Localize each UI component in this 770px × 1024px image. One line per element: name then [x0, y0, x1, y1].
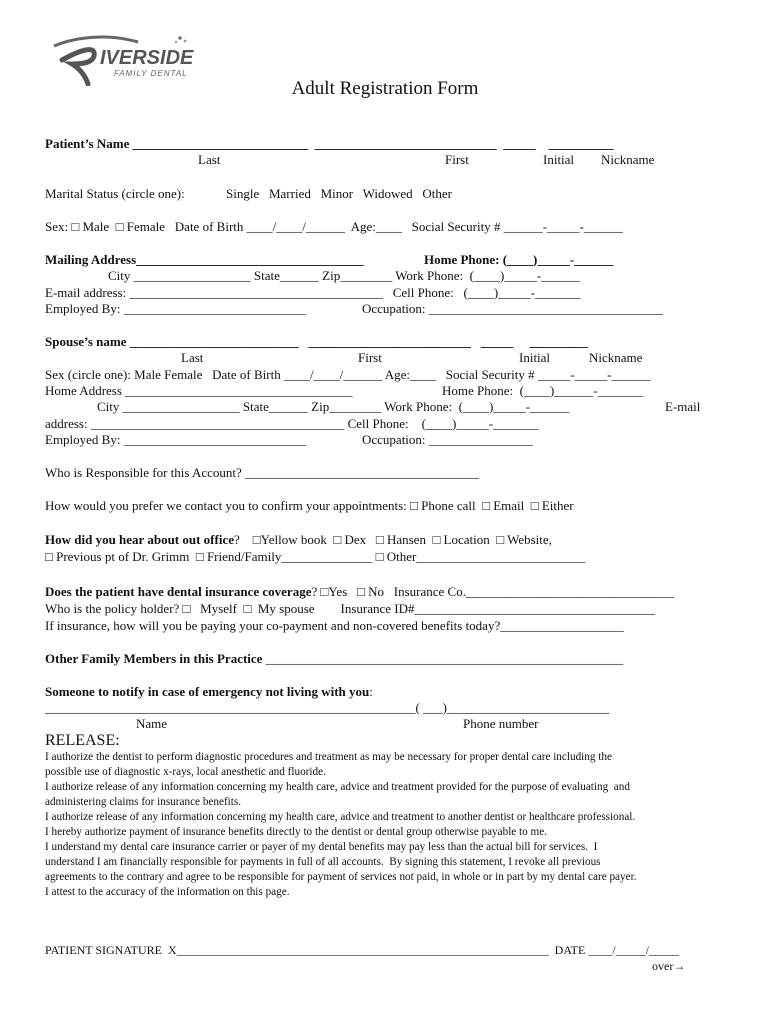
spouse-occupation-line[interactable]: Occupation: ________________: [362, 432, 533, 447]
city-state-zip-work-phone-line[interactable]: City __________________ State______ Zip________ Work Phone: (____)_____-______: [108, 268, 581, 283]
release-line: I understand my dental care insurance carrier or payer of my dental benefits may pay less than the actual bill for services. I: [45, 841, 598, 853]
mailing-address-line[interactable]: Mailing Address___________________________________: [45, 252, 364, 267]
marital-status-label: Marital Status (circle one):: [45, 186, 185, 201]
patient-last-label: Last: [198, 152, 221, 167]
release-line: I authorize the dentist to perform diagnostic procedures and treatment as may be necessary for proper dental care including the: [45, 751, 612, 763]
spouse-name-line[interactable]: Spouse’s name __________________________ _________________________ _____ _________: [45, 334, 589, 349]
patient-signature-date-line[interactable]: PATIENT SIGNATURE X______________________________________________________________ DATE ____/_____/_____: [45, 943, 680, 957]
referral-options[interactable]: ? □Yellow book □ Dex □ Hansen □ Location □ Website,: [234, 532, 552, 547]
emergency-contact-field[interactable]: _________________________________________________________( ___)_________________________: [45, 700, 610, 715]
emergency-name-label: Name: [136, 716, 168, 731]
release-heading: RELEASE:: [45, 732, 120, 749]
responsible-party-line[interactable]: Who is Responsible for this Account? ____________________________________: [45, 465, 480, 480]
contact-preference-line[interactable]: How would you prefer we contact you to confirm your appointments: □ Phone call □ Email □ Either: [45, 498, 574, 513]
family-members-field[interactable]: _______________________________________________________: [262, 651, 624, 666]
spouse-home-address-line[interactable]: Home Address ___________________________________: [45, 383, 353, 398]
family-members-line[interactable]: [45, 651, 623, 667]
emergency-contact-heading: Someone to notify in case of emergency not living with you:: [45, 684, 373, 699]
release-line: possible use of diagnostic x-rays, local anesthetic and fluoride.: [45, 766, 326, 778]
patient-name-line[interactable]: Patient’s Name ___________________________ ____________________________ _____ __________: [45, 136, 614, 151]
email-cell-phone-line[interactable]: E-mail address: _______________________________________ Cell Phone: (____)_____-_______: [45, 285, 581, 300]
form-title: Adult Registration Form: [291, 78, 479, 99]
insurance-coverage-line[interactable]: [45, 584, 674, 600]
policy-holder-line[interactable]: Who is the policy holder? □ Myself □ My spouse Insurance ID#_____________________________________: [45, 601, 656, 616]
referral-question: How did you hear about out office: [45, 532, 234, 547]
spouse-employed-by-line[interactable]: Employed By: ____________________________: [45, 432, 306, 447]
spouse-sex-dob-ssn-line[interactable]: Sex (circle one): Male Female Date of Birth ____/____/______ Age:____ Social Security # _____-_____-______: [45, 367, 651, 382]
insurance-options[interactable]: ? □Yes □ No Insurance Co.________________________________: [311, 584, 674, 599]
spouse-initial-label: Initial: [519, 350, 551, 365]
spouse-city-state-zip-line[interactable]: City __________________ State______ Zip________ Work Phone: (____)_____-______: [97, 399, 570, 414]
occupation-line[interactable]: Occupation: ____________________________________: [362, 301, 663, 316]
referral-options-more[interactable]: □ Previous pt of Dr. Grimm □ Friend/Family______________ □ Other__________________________: [45, 549, 586, 564]
release-line: I hereby authorize payment of insurance benefits directly to the dentist or dental group otherwise payable to me.: [45, 826, 548, 838]
marital-status-options[interactable]: Single Married Minor Widowed Other: [226, 186, 452, 201]
patient-sex-dob-ssn-line[interactable]: Sex: □ Male □ Female Date of Birth ____/____/______ Age:____ Social Security # ______-_____-______: [45, 219, 623, 234]
release-line: administering claims for insurance benefits.: [45, 796, 242, 808]
release-line: I attest to the accuracy of the information on this page.: [45, 886, 290, 898]
spouse-nickname-label: Nickname: [589, 350, 643, 365]
spouse-home-phone-line[interactable]: Home Phone: (____)______-_______: [442, 383, 644, 398]
spouse-email-cell-line[interactable]: address: _______________________________________ Cell Phone: (____)_____-_______: [45, 416, 539, 431]
over-indicator: over→: [652, 959, 686, 973]
insurance-question: Does the patient have dental insurance coverage: [45, 584, 312, 599]
patient-nickname-label: Nickname: [601, 152, 655, 167]
employed-by-line[interactable]: Employed By: ____________________________: [45, 301, 306, 316]
release-line: I authorize release of any information concerning my health care, advice and treatment to another dentist or healthcare professional.: [45, 811, 636, 823]
logo-sub-text: FAMILY DENTAL: [114, 69, 188, 78]
spouse-email-label: E-mail: [665, 399, 701, 414]
emergency-phone-label: Phone number: [463, 716, 539, 731]
release-line: agreements to the contrary and agree to be responsible for payment of services not paid, in whole or in part by my dental care payer.: [45, 871, 637, 883]
logo-brand-text: IVERSIDE: [100, 47, 194, 69]
spouse-last-label: Last: [181, 350, 204, 365]
home-phone-line[interactable]: Home Phone: (____)_____-______: [424, 252, 614, 267]
co-payment-line[interactable]: If insurance, how will you be paying your co-payment and non-covered benefits today?___________________: [45, 618, 624, 633]
patient-first-label: First: [445, 152, 469, 167]
spouse-first-label: First: [358, 350, 382, 365]
referral-source-line[interactable]: [45, 532, 552, 548]
family-members-label: Other Family Members in this Practice: [45, 651, 263, 666]
release-line: I authorize release of any information concerning my health care, advice and treatment provided for the purpose of evaluating and: [45, 781, 630, 793]
patient-initial-label: Initial: [543, 152, 575, 167]
release-line: understand I am financially responsible for payments in full of all accounts. By signing this statement, I revoke all previous: [45, 856, 601, 868]
